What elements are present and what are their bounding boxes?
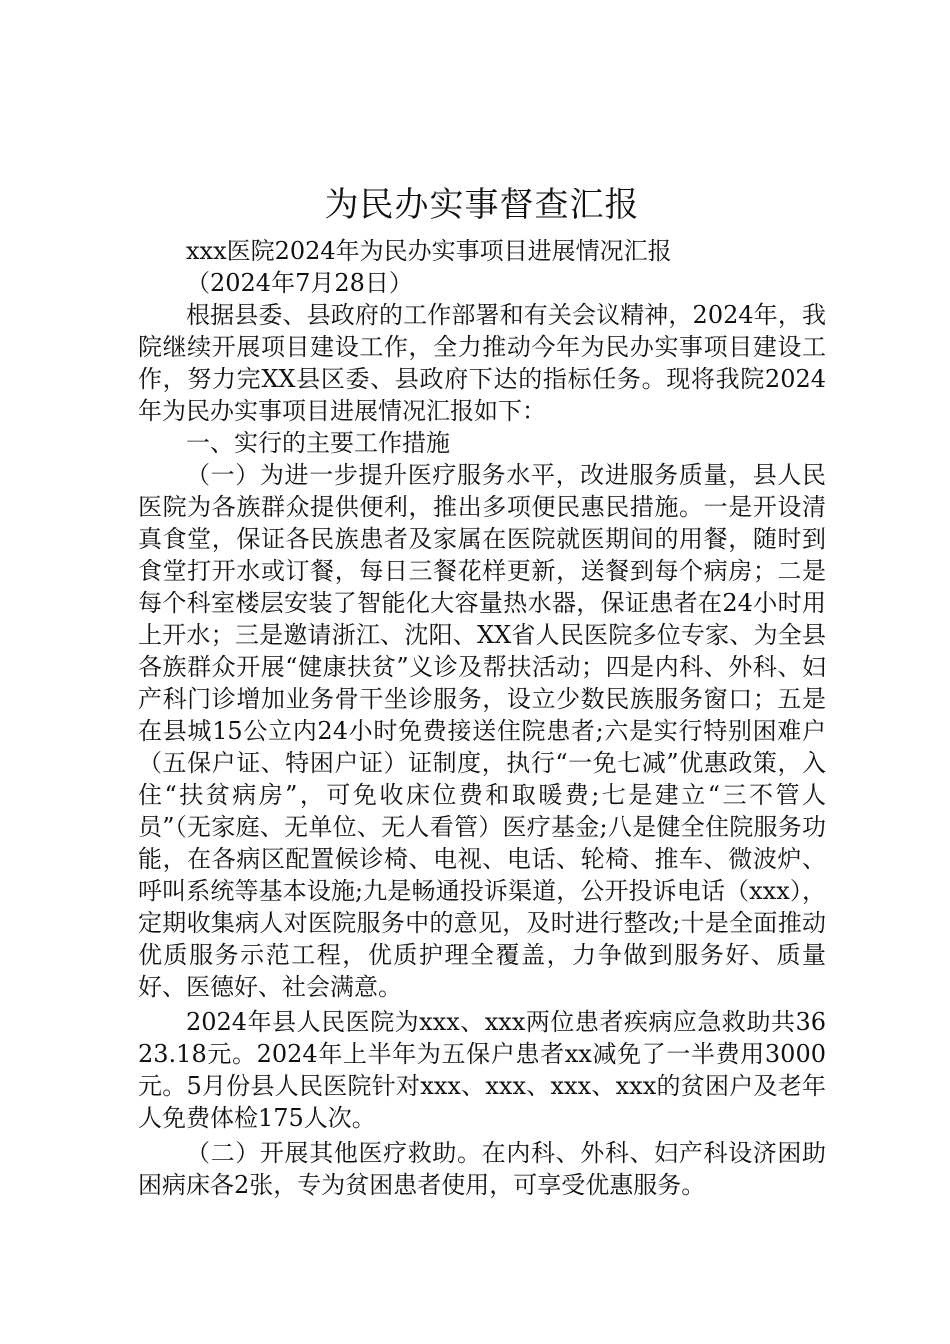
document-title: 为民办实事督查汇报 [324, 185, 640, 225]
document-page [138, 183, 826, 1201]
intro-paragraph: 根据县委、县政府的工作部署和有关会议精神，2024年，我院继续开展项目建设工作，全力推动今年为民办实事项目建设工作，努力完XX县区委、县政府下达的指标任务。现将我院2024年为民办实事项目进展情况汇报如下： [138, 301, 826, 425]
section-heading: 一、实行的主要工作措施 [186, 429, 450, 457]
relief-paragraph: 2024年县人民医院为xxx、xxx两位患者疾病应急救助共3623.18元。2024年上半年为五保户患者xx减免了一半费用3000元。5月份县人民医院针对xxx、xxx、xxx、xxx的贫困户及老年人免费体检175人次。 [138, 1008, 826, 1132]
report-date: （2024年7月28日） [186, 269, 413, 297]
measure-two-paragraph: （二）开展其他医疗救助。在内科、外科、妇产科设济困助困病床各2张，专为贫困患者使用，可享受优惠服务。 [138, 1139, 826, 1199]
report-subtitle: xxx医院2024年为民办实事项目进展情况汇报 [186, 237, 672, 265]
measure-one-paragraph: （一）为进一步提升医疗服务水平，改进服务质量，县人民医院为各族群众提供便利，推出多项便民惠民措施。一是开设清真食堂，保证各民族患者及家属在医院就医期间的用餐，随时到食堂打开水或订餐，每日三餐花样更新，送餐到每个病房；二是每个科室楼层安装了智能化大容量热水器，保证患者在24小时用上开水；三是邀请浙江、沈阳、XX省人民医院多位专家、为全县各族群众开展“健康扶贫”义诊及帮扶活动；四是内科、外科、妇产科门诊增加业务骨干坐诊服务，设立少数民族服务窗口；五是在县城15公立内24小时免费接送住院患者;六是实行特别困难户（五保户证、特困户证）证制度，执行“一免七减”优惠政策，入住“扶贫病房”，可免收床位费和取暖费;七是建立“三不管人员”（无家庭、无单位、无人看管）医疗基金;八是健全住院服务功能，在各病区配置候诊椅、电视、电话、轮椅、推车、微波炉、呼叫系统等基本设施;九是畅通投诉渠道，公开投诉电话（xxx），定期收集病人对医院服务中的意见，及时进行整改;十是全面推动优质服务示范工程，优质护理全覆盖，力争做到服务好、质量好、医德好、社会满意。 [138, 461, 826, 1001]
